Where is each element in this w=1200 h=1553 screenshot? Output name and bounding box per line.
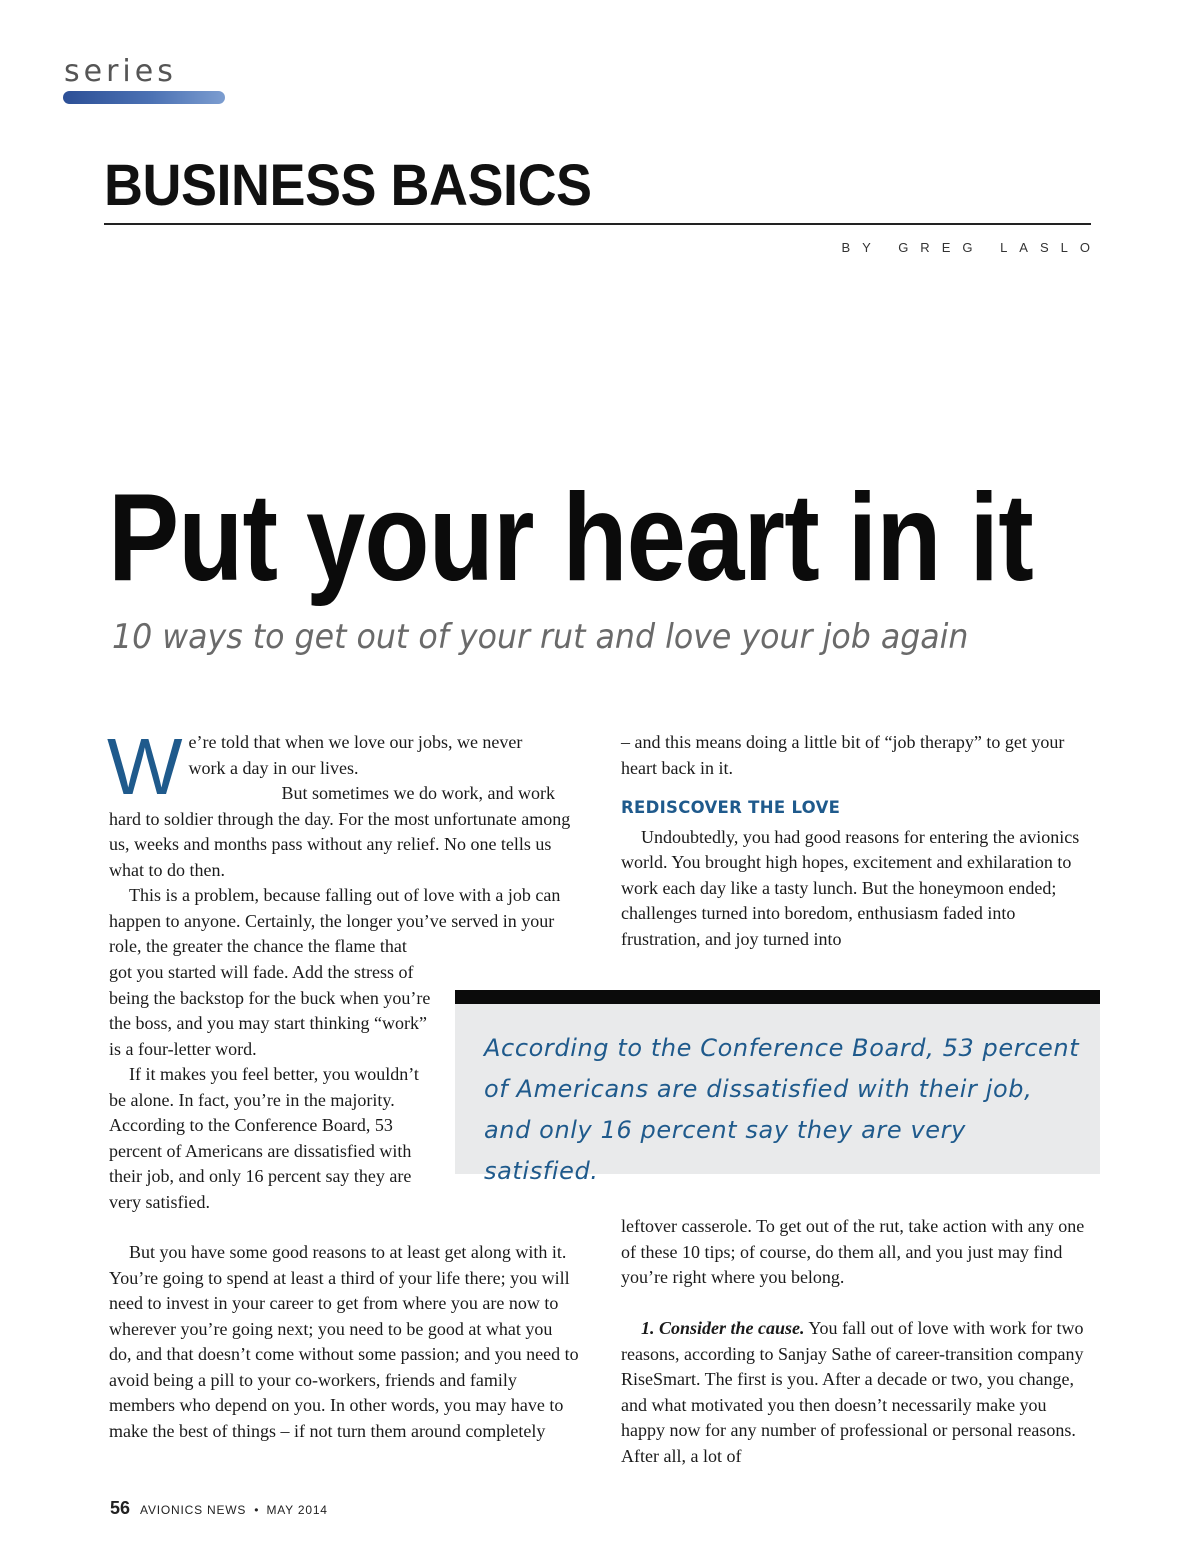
drop-cap: W — [107, 722, 183, 811]
body-column-left-top — [107, 722, 579, 960]
body-column-left-bottom — [109, 1240, 579, 1444]
body-paragraph: leftover casserole. To get out of the rut, take action with any one of these 10 tips; of course, do them all, and you just may find you’re right where you belong. — [621, 1216, 1085, 1287]
intro-line: work a day in our lives. — [188, 757, 359, 778]
body-paragraph: If it makes you feel better, you wouldn’t be alone. In fact, you’re in the majority. According to the Conference Board, 53 percent of Americans are dissatisfied with their job, and only 16 percent say they are very satisfied. — [109, 1064, 419, 1212]
article-subhead: 10 ways to get out of your rut and love your job again — [112, 617, 969, 657]
section-subheading: REDISCOVER THE LOVE — [621, 798, 841, 817]
pullquote-text: According to the Conference Board, 53 percent of Americans are dissatisfied with their job, and only 16 percent say they are very satisfied. — [484, 1034, 1080, 1185]
page-number: 56 — [110, 1498, 131, 1518]
section-title: BUSINESS BASICS — [104, 153, 592, 218]
body-column-right-bottom — [621, 1214, 1091, 1469]
magazine-name: AVIONICS NEWS — [140, 1503, 247, 1517]
tip-paragraph — [621, 1316, 1091, 1469]
series-accent-bar — [63, 91, 225, 104]
series-label: series — [64, 54, 177, 89]
tip-text: You fall out of love with work for two reasons, according to Sanjay Sathe of career-transition company RiseSmart. The first is you. After a decade or two, you change, and what motivated you then doesn’t necessarily make you happy now for any number of professional or personal reasons. After all, a lot of — [621, 1318, 1084, 1466]
tip-title: 1. Consider the cause. — [641, 1318, 805, 1338]
title-divider — [104, 223, 1091, 225]
body-paragraph: But sometimes we do work, and work hard to soldier through the day. For the most unfortunate among us, weeks and months pass without any relief. No one tells us what to do then. — [109, 783, 571, 880]
page-footer — [110, 1498, 328, 1519]
body-paragraph: – and this means doing a little bit of “job therapy” to get your heart back in it. — [621, 732, 1065, 778]
intro-line: e’re told that when we love our jobs, we never — [188, 732, 523, 752]
footer-bullet: • — [254, 1503, 259, 1517]
body-paragraph: But you have some good reasons to at least get along with it. You’re going to spend at least a third of your life there; you will need to invest in your career to get from where you are now to wherever you’re going next; you need to be good at what you do, and that doesn’t come without some passion; and you need to avoid being a pill to your co-workers, friends and family members who depend on you. In other words, you may have to make the best of things – if not turn them around completely — [109, 1242, 579, 1441]
body-column-right-top — [621, 730, 1091, 952]
body-column-left-narrow — [109, 960, 439, 1215]
issue-date: MAY 2014 — [266, 1503, 328, 1517]
article-headline: Put your heart in it — [108, 469, 1033, 607]
body-paragraph: This is a problem, because falling out of love with a job can happen to anyone. Certainly, the longer you’ve served in your role, the greater the chance the flame that — [109, 885, 561, 956]
body-paragraph: Undoubtedly, you had good reasons for entering the avionics world. You brought high hopes, excitement and exhilaration to work each day like a tasty lunch. But the honeymoon ended; challenges turned into boredom, enthusiasm faded into frustration, and joy turned into — [621, 826, 1080, 949]
byline: BY GREG LASLO — [841, 240, 1102, 255]
body-paragraph: got you started will fade. Add the stress of being the backstop for the buck when you’re the boss, and you may start thinking “work” is a four-letter word. — [109, 962, 431, 1059]
